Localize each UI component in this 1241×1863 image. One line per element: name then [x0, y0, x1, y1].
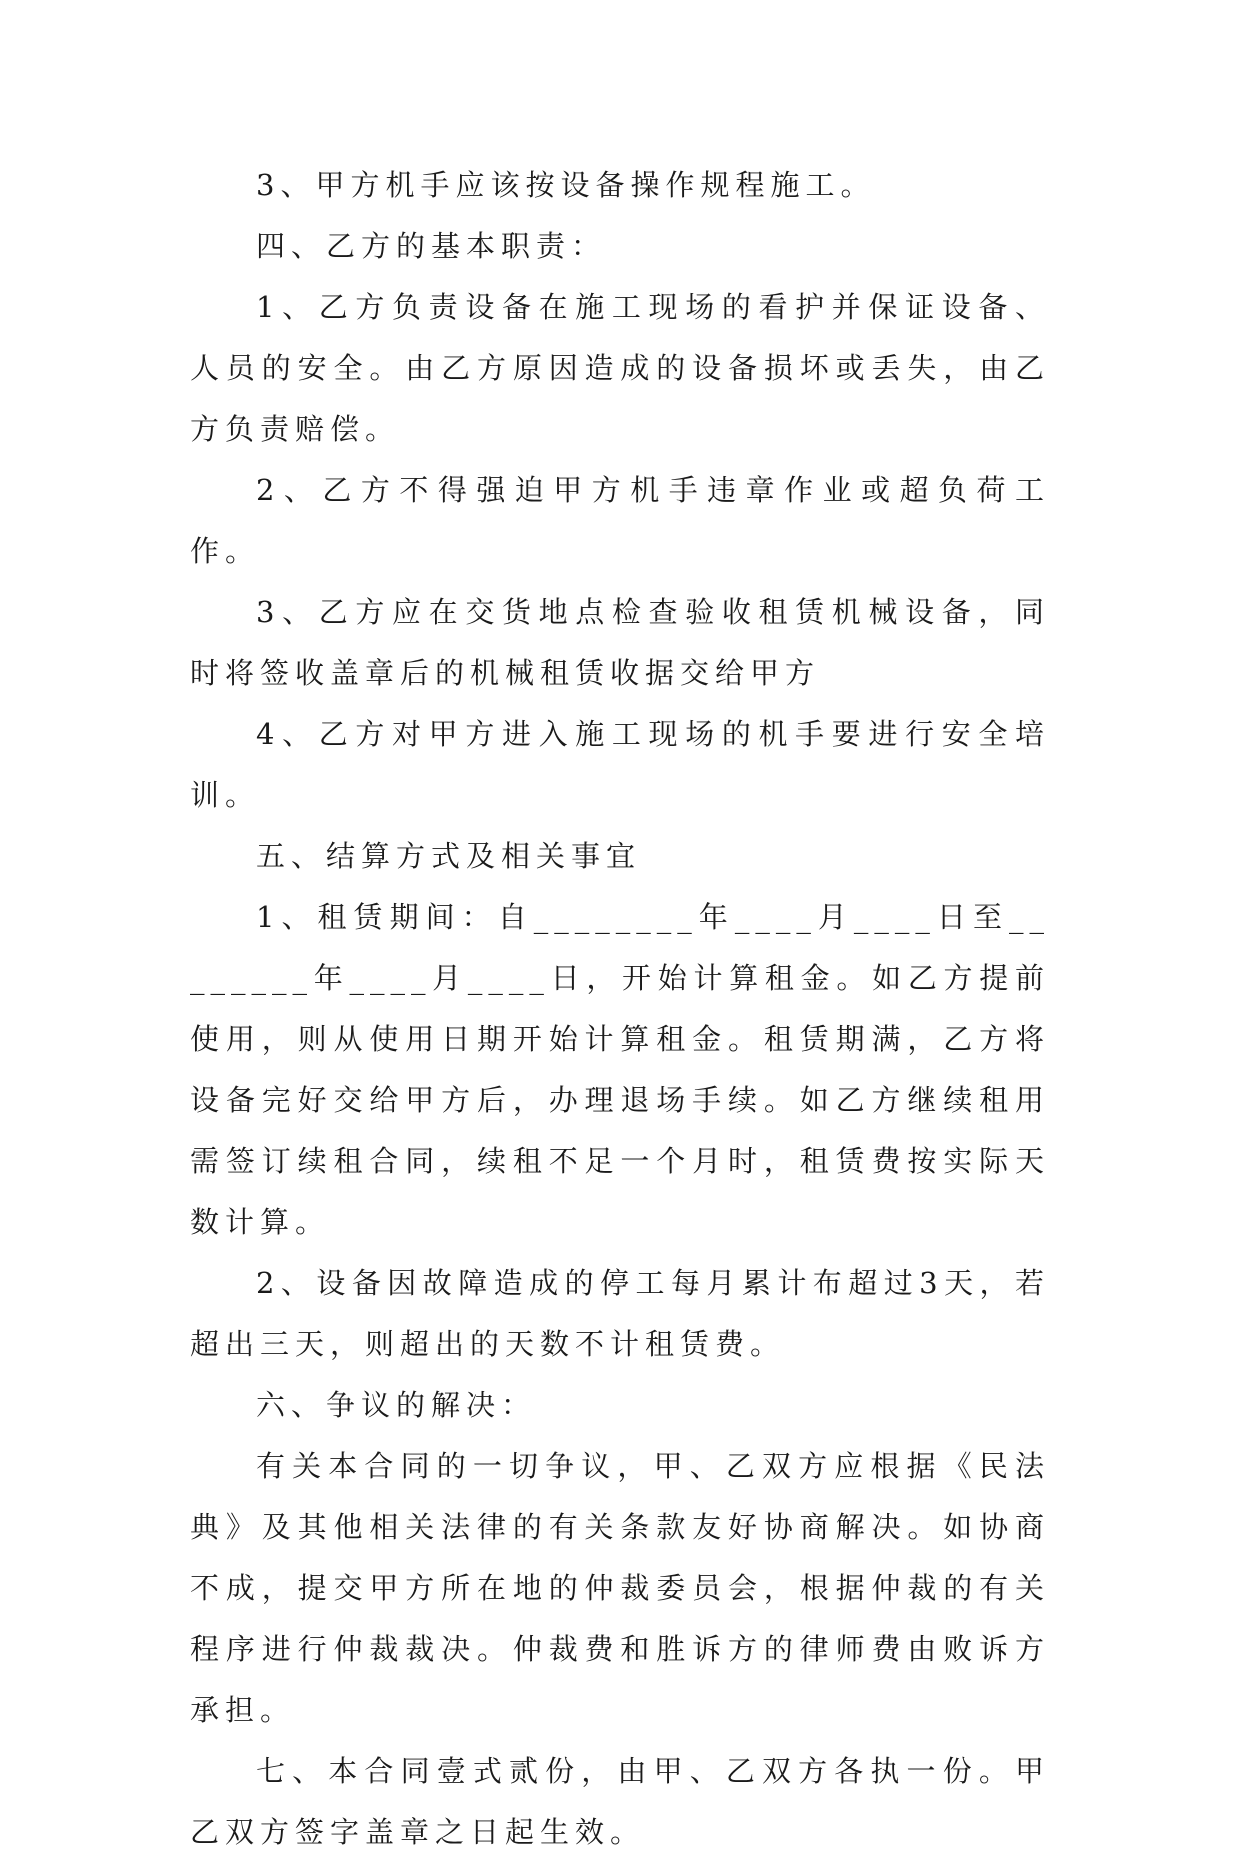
section-6-heading: 六、争议的解决：: [256, 1388, 537, 1422]
clause-5-2-paragraph: 2、设备因故障造成的停工每月累计布超过3天，若超出三天，则超出的天数不计租赁费。: [190, 1266, 1050, 1361]
clause-4-3-paragraph: 3、乙方应在交货地点检查验收租赁机械设备，同时将签收盖章后的机械租赁收据交给甲方: [190, 595, 1050, 690]
clause-3-2-paragraph: 3、甲方机手应该按设备操作规程施工。: [256, 168, 876, 202]
section-7-paragraph: 七、本合同壹式贰份，由甲、乙双方各执一份。甲乙双方签字盖章之日起生效。: [190, 1754, 1050, 1849]
clause-4-4-paragraph: 4、乙方对甲方进入施工现场的机手要进行安全培训。: [190, 717, 1050, 812]
section-4-heading: 四、乙方的基本职责：: [256, 229, 607, 263]
clause-4-1-paragraph: 1、乙方负责设备在施工现场的看护并保证设备、人员的安全。由乙方原因造成的设备损坏或丢失，由乙方负责赔偿。: [190, 290, 1050, 446]
section-5-heading: 五、结算方式及相关事宜: [256, 839, 642, 873]
clause-5-1-paragraph: 1、租赁期间：自________年____月____日至________年____月____日，开始计算租金。如乙方提前使用，则从使用日期开始计算租金。租赁期满，乙方将设备完好交给甲方后，办理退场手续。如乙方继续租用需签订续租合同，续租不足一个月时，租赁费按实际天数计算。: [190, 900, 1050, 1239]
dispute-resolution-paragraph: 有关本合同的一切争议，甲、乙双方应根据《民法典》及其他相关法律的有关条款友好协商解决。如协商不成，提交甲方所在地的仲裁委员会，根据仲裁的有关程序进行仲裁裁决。仲裁费和胜诉方的律师费由败诉方承担。: [190, 1449, 1050, 1727]
document-body: [190, 155, 1050, 1863]
clause-4-2-paragraph: 2、乙方不得强迫甲方机手违章作业或超负荷工作。: [190, 473, 1050, 568]
